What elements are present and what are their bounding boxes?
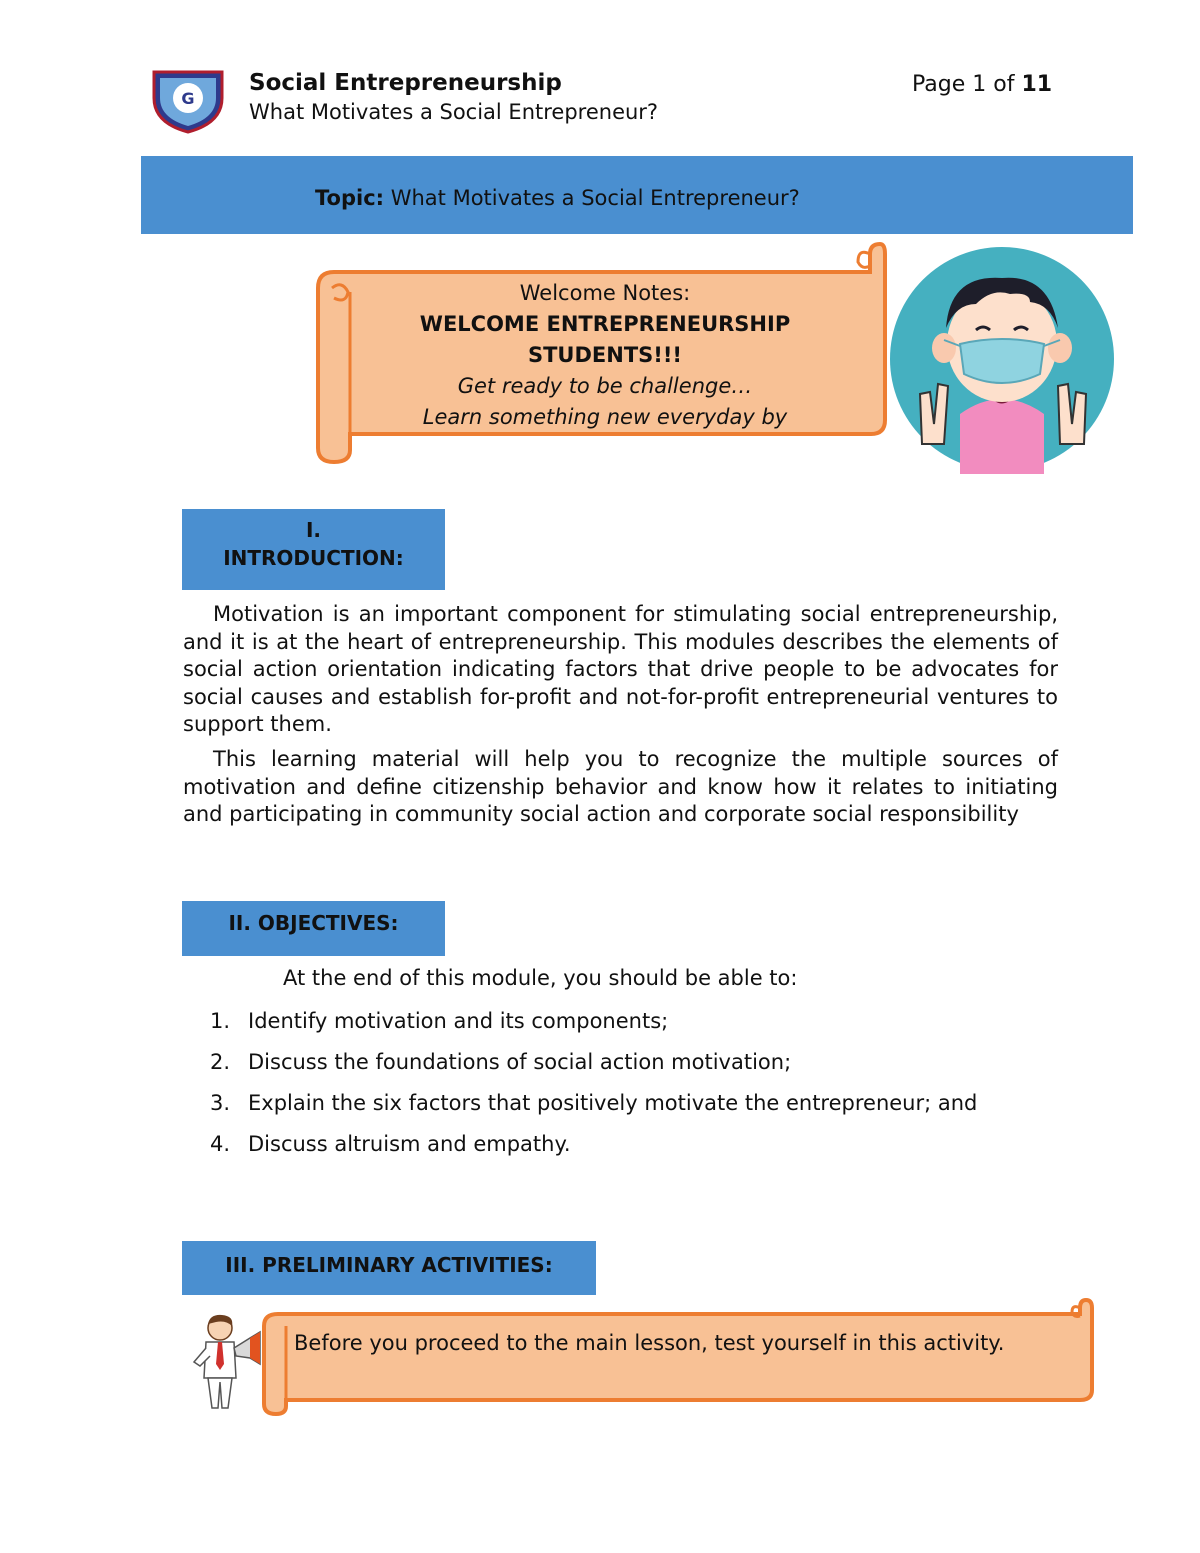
- page-number: [912, 72, 1052, 97]
- svg-text:G: G: [181, 89, 195, 108]
- welcome-heading: Welcome Notes:: [519, 281, 691, 305]
- list-item-text: Discuss the foundations of social action motivation;: [248, 1050, 792, 1074]
- list-item: [210, 1047, 1058, 1078]
- megaphone-man-icon: [150, 1312, 268, 1412]
- introduction-paragraph-2: This learning material will help you to recognize the multiple sources of motivation and define citizenship behavior and know how it relates to initiating and participating in community social action and corporate social responsibility: [183, 747, 1058, 826]
- welcome-notes: [345, 278, 865, 433]
- school-logo-icon: [150, 68, 226, 134]
- activity-instruction: Before you proceed to the main lesson, test yourself in this activity.: [294, 1331, 1005, 1355]
- introduction-header: [182, 509, 445, 590]
- list-item-number: 2.: [210, 1050, 231, 1074]
- welcome-line-2: STUDENTS!!!: [527, 343, 683, 367]
- topic-text: What Motivates a Social Entrepreneur?: [384, 186, 800, 210]
- list-item-text: Identify motivation and its components;: [248, 1009, 669, 1033]
- student-with-mask-illustration: [880, 244, 1124, 474]
- welcome-line-4: Learn something new everyday by: [422, 405, 788, 429]
- list-item-number: 3.: [210, 1091, 231, 1115]
- course-title: Social Entrepreneurship: [249, 70, 562, 96]
- list-item: [210, 1129, 1058, 1160]
- objectives-intro: At the end of this module, you should be able to:: [283, 966, 798, 990]
- welcome-line-1: WELCOME ENTREPRENEURSHIP: [419, 312, 791, 336]
- page-prefix: Page 1 of: [912, 72, 1022, 97]
- introduction-title: INTRODUCTION:: [223, 546, 404, 570]
- objectives-header: II. OBJECTIVES:: [182, 901, 445, 956]
- topic-label: Topic:: [315, 186, 385, 210]
- list-item: [210, 1006, 1058, 1037]
- list-item-number: 4.: [210, 1132, 231, 1156]
- topic-line: [315, 186, 800, 210]
- list-item-text: Discuss altruism and empathy.: [248, 1132, 571, 1156]
- welcome-line-3: Get ready to be challenge…: [457, 374, 753, 398]
- page-total: 11: [1021, 72, 1053, 97]
- objectives-list: [210, 1006, 1058, 1170]
- list-item-number: 1.: [210, 1009, 231, 1033]
- introduction-paragraph-1: Motivation is an important component for stimulating social entrepreneurship, and it is at the heart of entrepreneurship. This modules describes the elements of social action orientation indicating factors that drive people to be advocates for social causes and establish for-profit and not-for-profit entrepreneurial ventures to support them.: [183, 602, 1058, 736]
- activity-scroll-banner: [258, 1296, 1098, 1418]
- list-item-text: Explain the six factors that positively motivate the entrepreneur; and: [248, 1091, 978, 1115]
- list-item: [210, 1088, 1058, 1119]
- lesson-subtitle: What Motivates a Social Entrepreneur?: [249, 100, 659, 124]
- introduction-number: I.: [305, 518, 322, 542]
- preliminary-activities-header: III. PRELIMINARY ACTIVITIES:: [182, 1241, 596, 1295]
